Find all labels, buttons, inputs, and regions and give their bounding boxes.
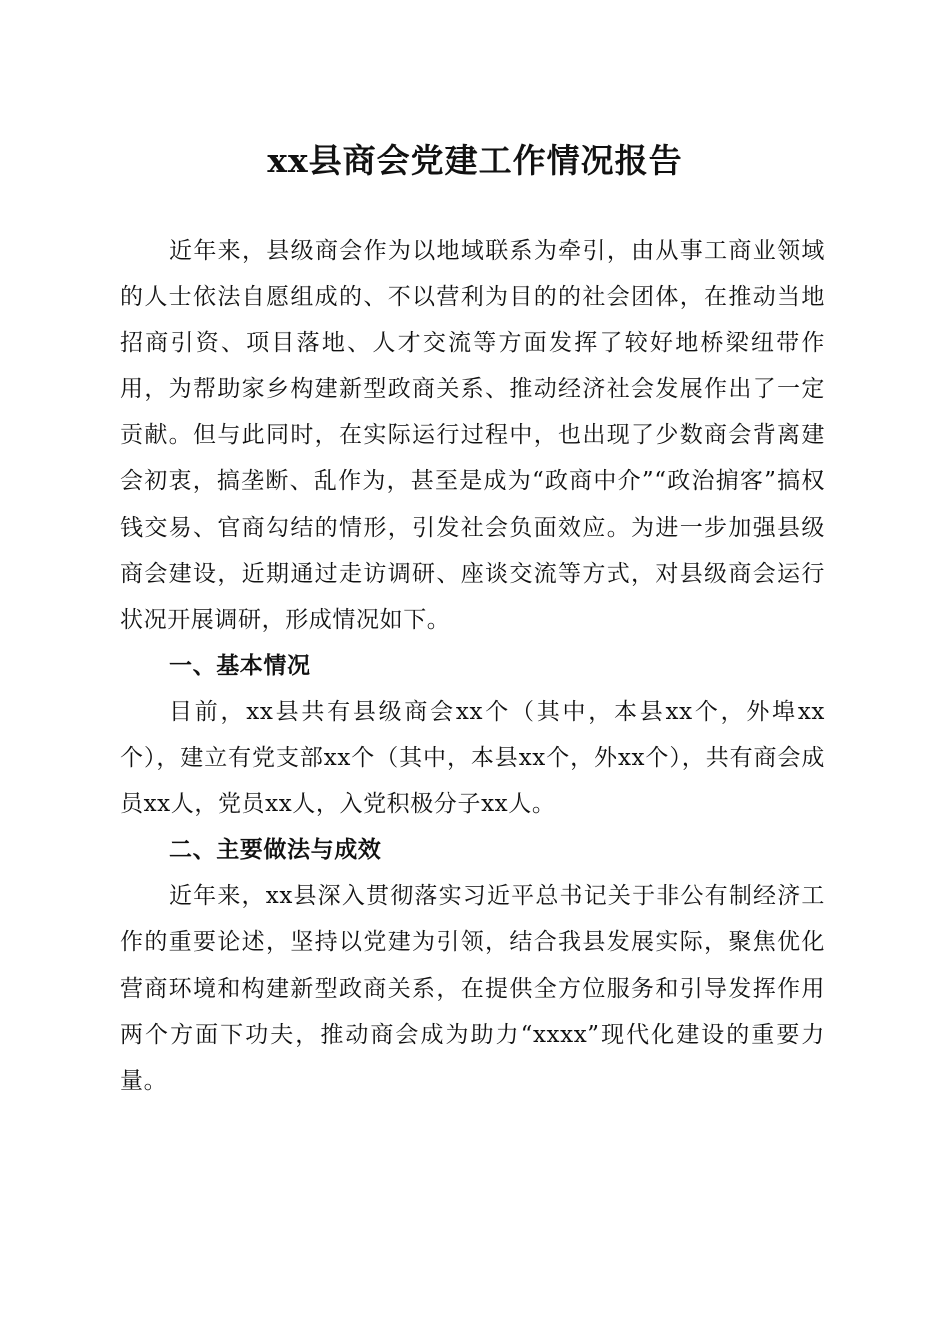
main-practices-paragraph: 近年来，xx县深入贯彻落实习近平总书记关于非公有制经济工作的重要论述，坚持以党建为引领，结合我县发展实际，聚焦优化营商环境和构建新型政商关系，在提供全方位服务和引导发挥作用两个方面下功夫，推动商会成为助力“xxxx”现代化建设的重要力量。: [120, 883, 825, 1094]
basic-situation-paragraph: 目前，xx县共有县级商会xx个（其中，本县xx个，外埠xx个），建立有党支部xx个（其中，本县xx个，外xx个），共有商会成员xx人，党员xx人，入党积极分子xx人。: [120, 698, 825, 818]
intro-paragraph: 近年来，县级商会作为以地域联系为牵引，由从事工商业领域的人士依法自愿组成的、不以营利为目的的社会团体，在推动当地招商引资、项目落地、人才交流等方面发挥了较好地桥梁纽带作用，为帮助家乡构建新型政商关系、推动经济社会发展作出了一定贡献。但与此同时，在实际运行过程中，也出现了少数商会背离建会初衷，搞垄断、乱作为，甚至是成为“政商中介”“政治掮客”搞权钱交易、官商勾结的情形，引发社会负面效应。为进一步加强县级商会建设，近期通过走访调研、座谈交流等方式，对县级商会运行状况开展调研，形成情况如下。: [120, 238, 825, 633]
section-heading-basic-situation: 一、基本情况: [169, 652, 311, 679]
document-title: xx县商会党建工作情况报告: [267, 141, 683, 180]
document-body: [120, 228, 825, 1104]
section-heading-main-practices: 二、主要做法与成效: [169, 837, 382, 864]
